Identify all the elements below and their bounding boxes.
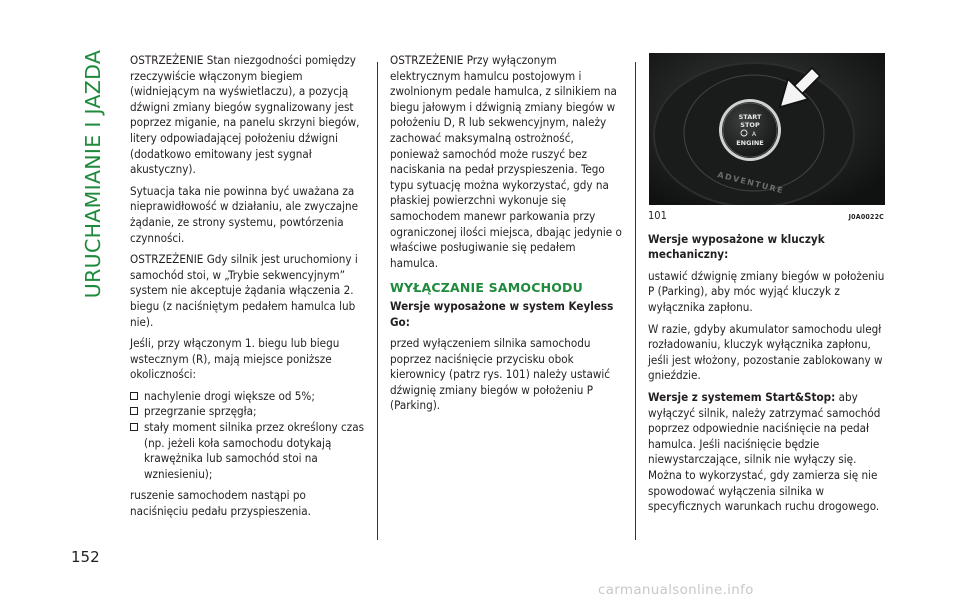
checkbox-bullet-icon xyxy=(130,392,138,400)
column-divider xyxy=(377,62,378,540)
subheading: Wersje wyposażone w system Keyless Go: xyxy=(390,298,614,329)
column-divider xyxy=(635,62,636,540)
checkbox-bullet-icon xyxy=(130,407,138,415)
auto-stop-icon: A xyxy=(751,131,757,138)
section-title-text: URUCHAMIANIE I JAZDA xyxy=(81,49,105,299)
warning-paragraph: OSTRZEŻENIE Stan niezgodności pomiędzy rzeczywiście włączonym biegiem (widniejącym na wyświetlaczu), a pozycją dźwigni zmiany biegów sygnalizowany jest poprzez miganie, na panelu skrzyni biegów, litery odpowiadającej położeniu dźwigni (dodatkowo emitowany jest sygnał akustyczny). xyxy=(130,53,360,177)
adventure-ring-text: ADVENTURE xyxy=(716,170,785,196)
start-stop-button-illustration xyxy=(649,53,885,205)
list-item: przegrzanie sprzęgła; xyxy=(130,404,366,420)
button-engine-label: ENGINE xyxy=(736,139,764,147)
figure-code: J0A0022C xyxy=(848,213,884,221)
paragraph: Jeśli, przy włączonym 1. biegu lub biegu wstecznym (R), mają miejsce poniższe okoliczności: xyxy=(130,336,340,382)
paragraph: W razie, gdyby akumulator samochodu uległ rozładowaniu, kluczyk wyłącznika zapłonu, jeśli jest włożony, pozostanie zablokowany w gnieździe. xyxy=(648,321,883,383)
text-column-3 xyxy=(648,53,888,521)
warning-paragraph: OSTRZEŻENIE Gdy silnik jest uruchomiony i samochód stoi, w „Trybie sekwencyjnym” system nie akceptuje żądania włączenia 2. biegu (z naciśniętym pedałem hamulca lub nie). xyxy=(130,252,358,329)
checkbox-bullet-icon xyxy=(130,423,138,431)
inline-subheading: Wersje z systemem Start&Stop: xyxy=(648,389,836,404)
text-column-1 xyxy=(130,53,366,526)
list-item: stały moment silnika przez określony czas (np. jeżeli koła samochodu dotykają krawężnika lub samochód stoi na wzniesieniu); xyxy=(130,420,366,482)
warning-paragraph: OSTRZEŻENIE Przy wyłączonym elektrycznym hamulcu postojowym i zwolnionym pedale hamulca, z silnikiem na biegu jałowym i dźwignią zmiany biegów w położeniu D, R lub sekwencyjnym, należy zachować maksymalną ostrożność, ponieważ samochód może ruszyć bez naciskania na pedał przyspieszenia. Tego typu sytuację można wykorzystać, gdy na płaskiej powierzchni wykonuje się samochodem manewr parkowania przy ograniczonej ilości miejsca, dbając jedynie o właściwe posługiwanie się pedałem hamulca. xyxy=(390,53,622,270)
page-number: 152 xyxy=(71,548,100,566)
figure-caption xyxy=(648,208,884,226)
paragraph: ruszenie samochodem nastąpi po naciśnięciu pedału przyspieszenia. xyxy=(130,488,311,519)
figure-number: 101 xyxy=(648,209,667,222)
section-heading: WYŁĄCZANIE SAMOCHODU xyxy=(390,280,583,296)
paragraph: przed wyłączeniem silnika samochodu poprzez naciśnięcie przycisku obok kierownicy (patrz rys. 101) należy ustawić dźwignię zmiany biegów w położeniu P (Parking). xyxy=(390,336,611,413)
watermark: carmanualsonline.info xyxy=(598,582,754,598)
list-item: nachylenie drogi większe od 5%; xyxy=(130,389,366,405)
button-start-label: START xyxy=(738,113,762,121)
paragraph: Wersje z systemem Start&Stop: aby wyłączyć silnik, należy zatrzymać samochód poprzez odpowiednie naciśnięcie na pedał hamulca. Jeśli naciśnięcie będzie niewystarczające, silnik nie wyłączy się. Można to wykorzystać, gdy zamierza się nie spowodować wyłączenia silnika w specyficznych warunkach ruchu drogowego. xyxy=(648,389,881,514)
section-side-title xyxy=(75,48,111,300)
button-stop-label: STOP xyxy=(740,121,760,129)
paragraph: Sytuacja taka nie powinna być uważana za nieprawidłowość w działaniu, ale zwyczajne żądanie, ze strony systemu, powtórzenia czynności. xyxy=(130,183,359,245)
conditions-list xyxy=(130,389,366,483)
text-column-2 xyxy=(390,53,626,420)
paragraph: ustawić dźwignię zmiany biegów w położeniu P (Parking), aby móc wyjąć kluczyk z wyłącznika zapłonu. xyxy=(648,268,885,314)
subheading: Wersje wyposażone w kluczyk mechaniczny: xyxy=(648,231,825,262)
figure-start-stop-button xyxy=(649,53,885,205)
